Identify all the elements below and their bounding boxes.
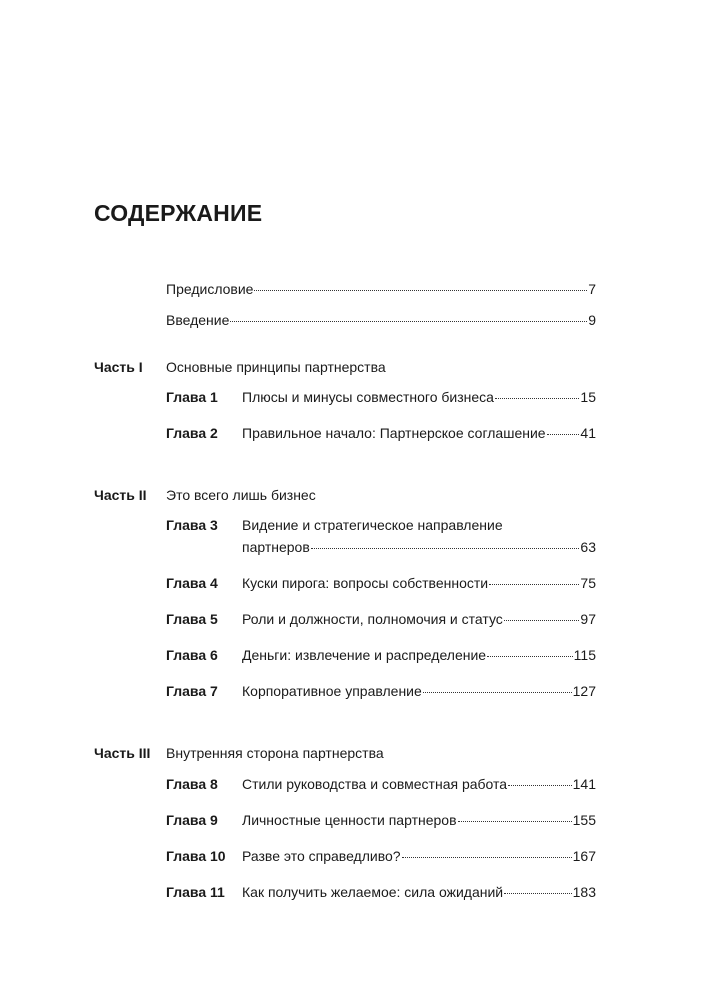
chapter-label: Глава 1 [166,389,218,405]
toc-entry-chapter[interactable] [242,775,596,793]
toc-entry-chapter[interactable] [242,538,596,556]
leader-dots [489,584,579,585]
toc-entry-page: 15 [580,389,596,405]
toc-entry-title-line1: Видение и стратегическое направление [242,517,503,533]
toc-entry-title: Предисловие [166,281,254,297]
toc-entry-page: 9 [588,312,596,328]
part-label: Часть I [94,359,143,375]
leader-dots [254,290,587,291]
toc-entry-page: 141 [572,776,596,792]
leader-dots [458,821,572,822]
chapter-label: Глава 4 [166,575,218,591]
part-title: Это всего лишь бизнес [166,487,316,503]
part-label: Часть II [94,487,147,503]
toc-entry-title: Деньги: извлечение и распределение [242,647,487,663]
toc-entry-chapter[interactable] [242,682,596,700]
toc-entry-page: 63 [580,539,596,555]
toc-entry-chapter[interactable] [242,424,596,442]
chapter-label: Глава 2 [166,425,218,441]
toc-entry-title: партнеров [242,539,310,555]
toc-entry-chapter[interactable] [242,646,596,664]
leader-dots [504,620,580,621]
toc-entry-page: 41 [580,425,596,441]
toc-entry-title: Куски пирога: вопросы собственности [242,575,489,591]
toc-entry-page: 7 [588,281,596,297]
leader-dots [508,785,572,786]
chapter-label: Глава 10 [166,848,226,864]
part-label: Часть III [94,745,151,761]
toc-entry-title: Личностные ценности партнеров [242,812,457,828]
leader-dots [230,321,587,322]
toc-entry-title: Роли и должности, полномочия и статус [242,611,503,627]
toc-entry-page: 127 [572,683,596,699]
toc-entry-chapter[interactable] [242,847,596,865]
toc-entry-chapter[interactable] [242,610,596,628]
leader-dots [495,398,579,399]
leader-dots [311,548,580,549]
chapter-label: Глава 3 [166,517,218,533]
toc-entry-title: Правильное начало: Партнерское соглашение [242,425,546,441]
leader-dots [423,692,572,693]
leader-dots [402,857,572,858]
chapter-label: Глава 8 [166,776,218,792]
toc-entry-title: Разве это справедливо? [242,848,401,864]
page-title: СОДЕРЖАНИЕ [94,200,263,226]
toc-entry-page: 75 [580,575,596,591]
chapter-label: Глава 11 [166,884,225,900]
toc-entry-title: Корпоративное управление [242,683,422,699]
toc-entry-page: 115 [573,647,596,663]
leader-dots [487,656,573,657]
chapter-label: Глава 7 [166,683,218,699]
toc-entry-page: 155 [572,812,596,828]
toc-entry-preface[interactable] [166,280,596,298]
toc-entry-title: Как получить желаемое: сила ожиданий [242,884,504,900]
toc-entry-chapter[interactable] [242,811,596,829]
toc-entry-title: Стили руководства и совместная работа [242,776,508,792]
part-title: Внутренняя сторона партнерства [166,745,384,761]
leader-dots [504,893,572,894]
toc-entry-page: 97 [580,611,596,627]
leader-dots [547,434,580,435]
part-title: Основные принципы партнерства [166,359,386,375]
chapter-label: Глава 5 [166,611,218,627]
toc-entry-chapter[interactable] [242,883,596,901]
toc-entry-chapter[interactable] [242,574,596,592]
toc-entry-title: Введение [166,312,230,328]
toc-entry-chapter[interactable] [242,388,596,406]
toc-entry-page: 183 [572,884,596,900]
chapter-label: Глава 9 [166,812,218,828]
toc-entry-page: 167 [572,848,596,864]
toc-entry-title: Плюсы и минусы совместного бизнеса [242,389,494,405]
chapter-label: Глава 6 [166,647,218,663]
toc-entry-introduction[interactable] [166,311,596,329]
